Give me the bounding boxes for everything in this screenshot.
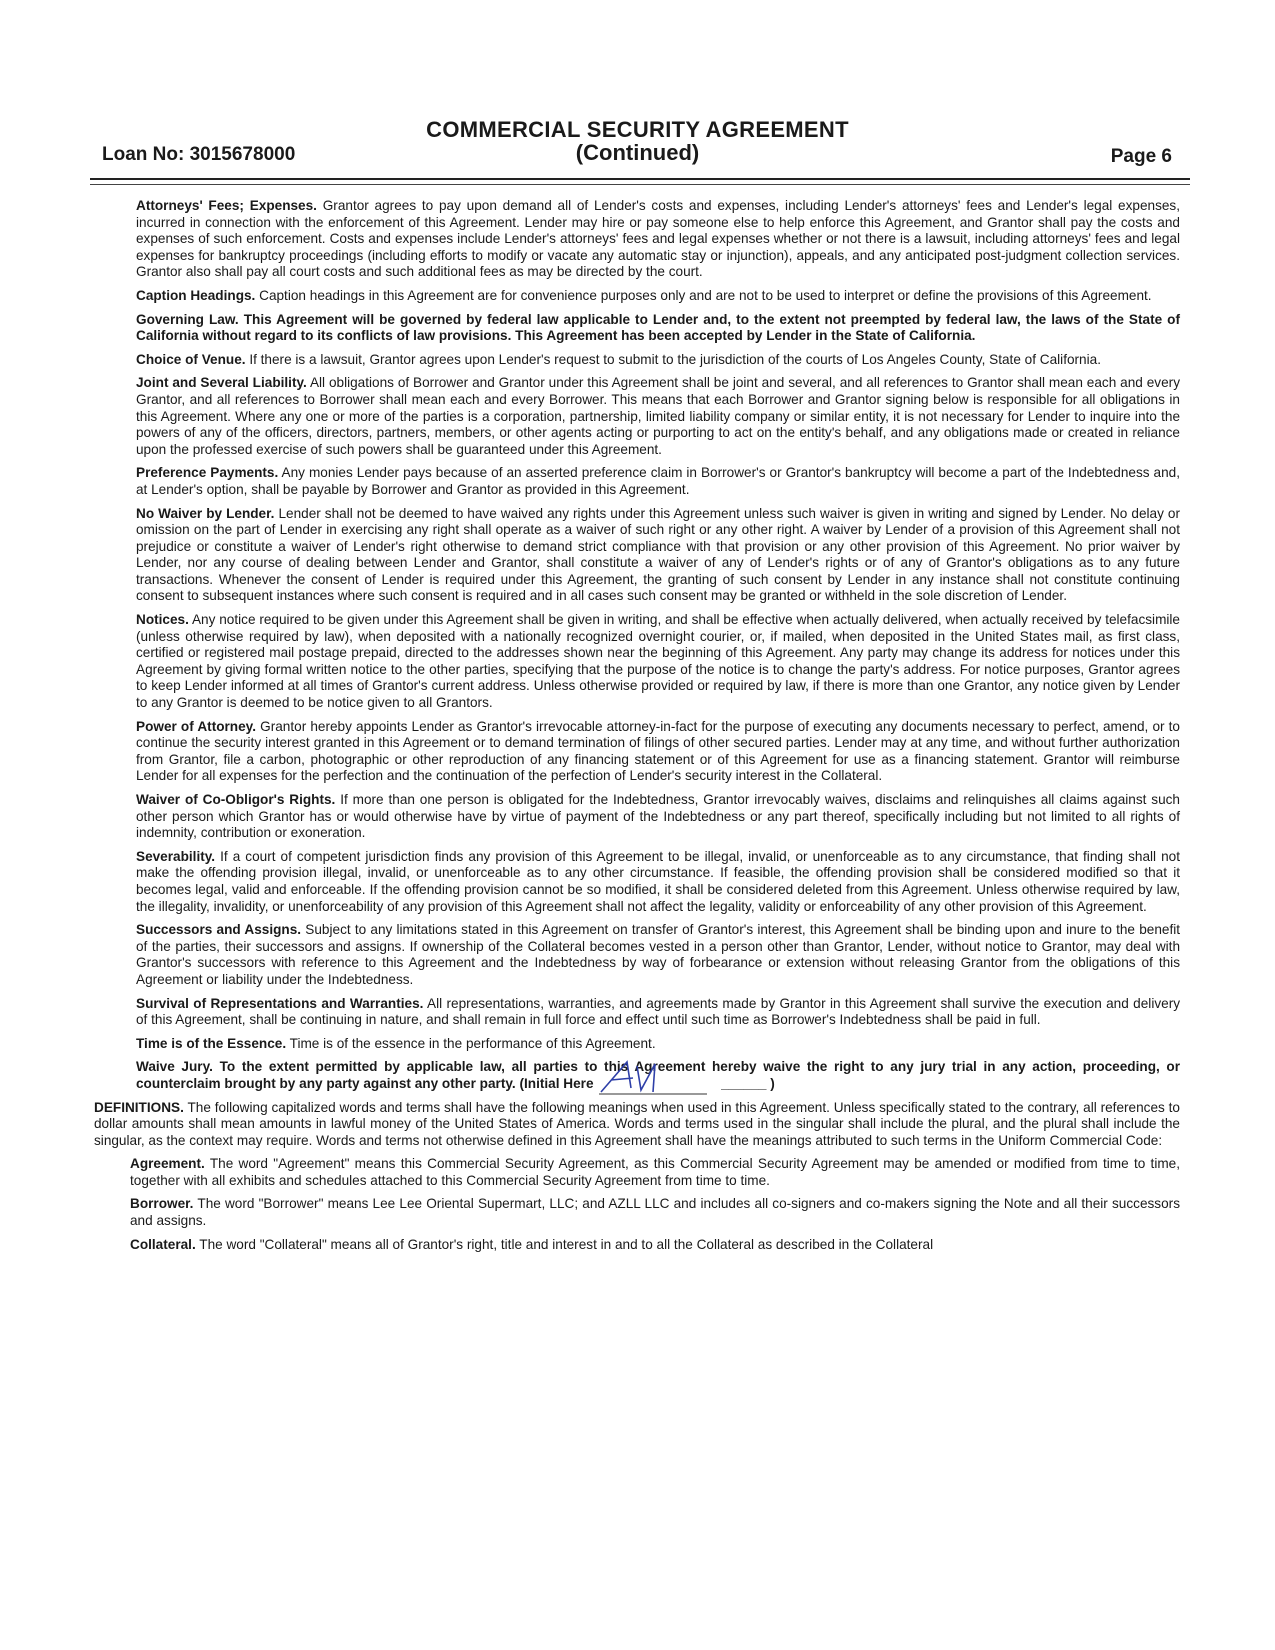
section-joint-several-liability — [136, 375, 1180, 458]
section-text: Grantor hereby appoints Lender as Grantor's irrevocable attorney-in-fact for the purpose of executing any documents necessary to perfect, amend, or to continue the security interest granted in this Agreement or to demand termination of filings of other secured parties. Lender may at any time, and without further authorization from Grantor, file a carbon, photographic or other reproduction of any financing statement or of this Agreement for use as a financing statement. Grantor will reimburse Lender for all expenses for the perfection and the continuation of the perfection of Lender's security interest in the Collateral. — [136, 718, 1180, 784]
page-number: Page 6 — [1110, 146, 1172, 167]
section-text: The word "Borrower" means Lee Lee Oriental Supermart, LLC; and AZLL LLC and includes all co-signers and co-makers signing the Note and all their successors and assigns. — [130, 1196, 1180, 1229]
section-text: Lender shall not be deemed to have waived any rights under this Agreement unless such waiver is given in writing and signed by Lender. No delay or omission on the part of Lender in exercising any right shall operate as a waiver of such right or any other right. A waiver by Lender of a provision of this Agreement shall not prejudice or constitute a waiver of Lender's right otherwise to demand strict compliance with that provision or any other provision of this Agreement. No prior waiver by Lender, nor any course of dealing between Lender and Grantor, shall constitute a waiver of any of Lender's rights or of any of Grantor's obligations as to any future transactions. Whenever the consent of Lender is required under this Agreement, the granting of such consent by Lender in any instance shall not constitute continuing consent to subsequent instances where such consent is required and in all cases such consent may be granted or withheld in the sole discretion of Lender. — [136, 505, 1180, 604]
section-no-waiver — [136, 506, 1180, 606]
section-heading: Power of Attorney. — [136, 718, 257, 734]
section-survival — [136, 996, 1180, 1029]
section-text: The word "Agreement" means this Commercial Security Agreement, as this Commercial Security Agreement may be amended or modified from time to time, together with all exhibits and schedules attached to this Commercial Security Agreement from time to time. — [130, 1156, 1180, 1188]
section-attorneys-fees — [136, 198, 1180, 281]
section-heading: Collateral. — [130, 1236, 196, 1252]
section-text: Caption headings in this Agreement are for convenience purposes only and are not to be used to interpret or define the provisions of this Agreement. — [259, 287, 1152, 303]
document-header — [0, 0, 1275, 200]
section-text: If a court of competent jurisdiction finds any provision of this Agreement to be illegal, invalid, or unenforceable as to any circumstance, that finding shall not make the offending provision illegal, invalid, or unenforceable as to any other circumstance. If feasible, the offending provision shall be considered modified so that it becomes legal, valid and enforceable. If the offending provision cannot be so modified, it shall be considered deleted from this Agreement. Unless otherwise required by law, the illegality, invalidity, or unenforceability of any provision of this Agreement shall not affect the legality, validity or enforceability of any other provision of this Agreement. — [136, 848, 1180, 914]
section-heading: Choice of Venue. — [136, 351, 246, 367]
document-body — [88, 198, 1180, 1260]
section-text: The following capitalized words and terms shall have the following meanings when used in this Agreement. Unless specifically stated to the contrary, all references to dollar amounts shall mean amounts in lawful money of the United States of America. Words and terms used in the singular shall include the plural, and the plural shall include the singular, as the context may require. Words and terms not otherwise defined in this Agreement shall have the meanings attributed to such terms in the Uniform Commercial Code: — [94, 1099, 1180, 1148]
section-heading: Borrower. — [130, 1196, 194, 1212]
section-heading: DEFINITIONS. — [94, 1099, 184, 1115]
section-text: All representations, warranties, and agreements made by Grantor in this Agreement shall survive the execution and delivery of this Agreement, shall be continuing in nature, and shall remain in full force and effect until such time as Borrower's Indebtedness shall be paid in full. — [136, 995, 1181, 1028]
section-text: Time is of the essence in the performance of this Agreement. — [289, 1035, 656, 1051]
document-title: COMMERCIAL SECURITY AGREEMENT — [426, 117, 849, 142]
section-heading: Notices. — [136, 612, 189, 628]
definition-collateral — [130, 1237, 1180, 1254]
section-heading: Waive Jury. — [136, 1059, 213, 1075]
section-heading: Agreement. — [130, 1156, 205, 1172]
section-text: Any notice required to be given under this Agreement shall be given in writing, and shall be effective when actually delivered, when actually received by telefacsimile (unless otherwise required by law), when deposited with a nationally recognized overnight courier, or, if mailed, when deposited in the United States mail, as first class, certified or registered mail postage prepaid, directed to the addresses shown near the beginning of this Agreement. Any party may change its address for notices under this Agreement by giving formal written notice to the other parties, specifying that the purpose of the notice is to change the party's address. For notice purposes, Grantor agrees to keep Lender informed at all times of Grantor's current address. Unless otherwise provided or required by law, if there is more than one Grantor, any notice given by Lender to any Grantor is deemed to be notice given to all Grantors. — [136, 612, 1180, 711]
section-text: This Agreement will be governed by federal law applicable to Lender and, to the extent not preempted by federal law, the laws of the State of California without regard to its conflicts of law provisions. This Agreement has been accepted by Lender in the State of California. — [136, 311, 1180, 344]
section-text: Subject to any limitations stated in this Agreement on transfer of Grantor's interest, this Agreement shall be binding upon and inure to the benefit of the parties, their successors and assigns. If ownership of the Collateral becomes vested in a person other than Grantor, Lender, without notice to Grantor, may deal with Grantor's successors with reference to this Agreement and the Indebtedness by way of forbearance or extension without releasing Grantor from the obligations of this Agreement or liability under the Indebtedness. — [136, 922, 1181, 987]
section-text: Grantor agrees to pay upon demand all of Lender's costs and expenses, including Lender's attorneys' fees and Lender's legal expenses, incurred in connection with the enforcement of this Agreement. Lender may hire or pay someone else to help enforce this Agreement, and Grantor shall pay the costs and expenses of such enforcement. Costs and expenses include Lender's attorneys' fees and legal expenses whether or not there is a lawsuit, including attorneys' fees and legal expenses for bankruptcy proceedings (including efforts to modify or vacate any automatic stay or injunction), appeals, and any anticipated post-judgment collection services. Grantor also shall pay all court costs and such additional fees as may be directed by the court. — [136, 198, 1181, 280]
header-rule-thin — [90, 184, 1190, 185]
document-subtitle: (Continued) — [575, 140, 700, 165]
loan-number: Loan No: 3015678000 — [102, 144, 296, 165]
initials-signature — [597, 1076, 717, 1090]
handwritten-initials-icon — [597, 1058, 707, 1098]
section-heading: Caption Headings. — [136, 287, 256, 303]
section-choice-of-venue — [136, 352, 1180, 369]
section-heading: Time is of the Essence. — [136, 1035, 287, 1051]
section-text: If more than one person is obligated for the Indebtedness, Grantor irrevocably waives, disclaims and relinquishes all claims against such other person which Grantor has or would otherwise have by virtue of payment of the Indebtedness or any part thereof, specifically including but not limited to all rights of indemnity, contribution or exoneration. — [136, 792, 1180, 841]
section-heading: No Waiver by Lender. — [136, 505, 275, 521]
section-time-essence — [136, 1036, 1180, 1053]
section-text: If there is a lawsuit, Grantor agrees upon Lender's request to submit to the jurisdiction of the courts of Los Angeles County, State of California. — [249, 351, 1101, 367]
section-waiver-co-obligor — [136, 792, 1180, 842]
section-text: To the extent permitted by applicable law, all parties to this Agreement hereby waive the right to any jury trial in any action, proceeding, or counterclaim brought by any party against any other party. (Initial Here — [136, 1059, 1181, 1091]
section-notices — [136, 612, 1180, 712]
section-heading: Survival of Representations and Warranties. — [136, 995, 424, 1011]
section-heading: Waiver of Co-Obligor's Rights. — [136, 792, 336, 807]
definition-agreement — [130, 1156, 1180, 1189]
section-power-of-attorney — [136, 719, 1180, 785]
section-waive-jury — [136, 1059, 1180, 1092]
section-heading: Attorneys' Fees; Expenses. — [136, 198, 317, 213]
section-caption-headings — [136, 288, 1180, 305]
section-text: Any monies Lender pays because of an asserted preference claim in Borrower's or Grantor's bankruptcy will become a part of the Indebtedness and, at Lender's option, shall be payable by Borrower and Grantor as provided in this Agreement. — [136, 465, 1181, 497]
section-heading: Successors and Assigns. — [136, 922, 302, 938]
section-text: The word "Collateral" means all of Grantor's right, title and interest in and to all the Collateral as described in the Collateral — [199, 1236, 934, 1252]
definition-borrower — [130, 1196, 1180, 1229]
section-text: All obligations of Borrower and Grantor under this Agreement shall be joint and several, and all references to Grantor shall mean each and every Grantor, and all references to Borrower shall mean each and every Borrower. This means that each Borrower and Grantor signing below is responsible for all obligations in this Agreement. Where any one or more of the parties is a corporation, partnership, limited liability company or similar entity, it is not necessary for Lender to inquire into the powers of any of the officers, directors, partners, members, or other agents acting or purporting to act on the entity's behalf, and any obligations made or created in reliance upon the professed exercise of such powers shall be guaranteed under this Agreement. — [136, 375, 1180, 457]
header-rule-thick — [90, 178, 1190, 180]
initials-closing: ______ ) — [721, 1075, 775, 1091]
section-successors-assigns — [136, 922, 1180, 988]
section-heading: Governing Law. — [136, 311, 239, 327]
section-governing-law — [136, 312, 1180, 345]
section-heading: Severability. — [136, 848, 216, 864]
section-preference-payments — [136, 465, 1180, 498]
section-heading: Preference Payments. — [136, 465, 279, 481]
definitions-intro — [94, 1100, 1180, 1150]
section-severability — [136, 849, 1180, 915]
section-heading: Joint and Several Liability. — [136, 375, 307, 391]
